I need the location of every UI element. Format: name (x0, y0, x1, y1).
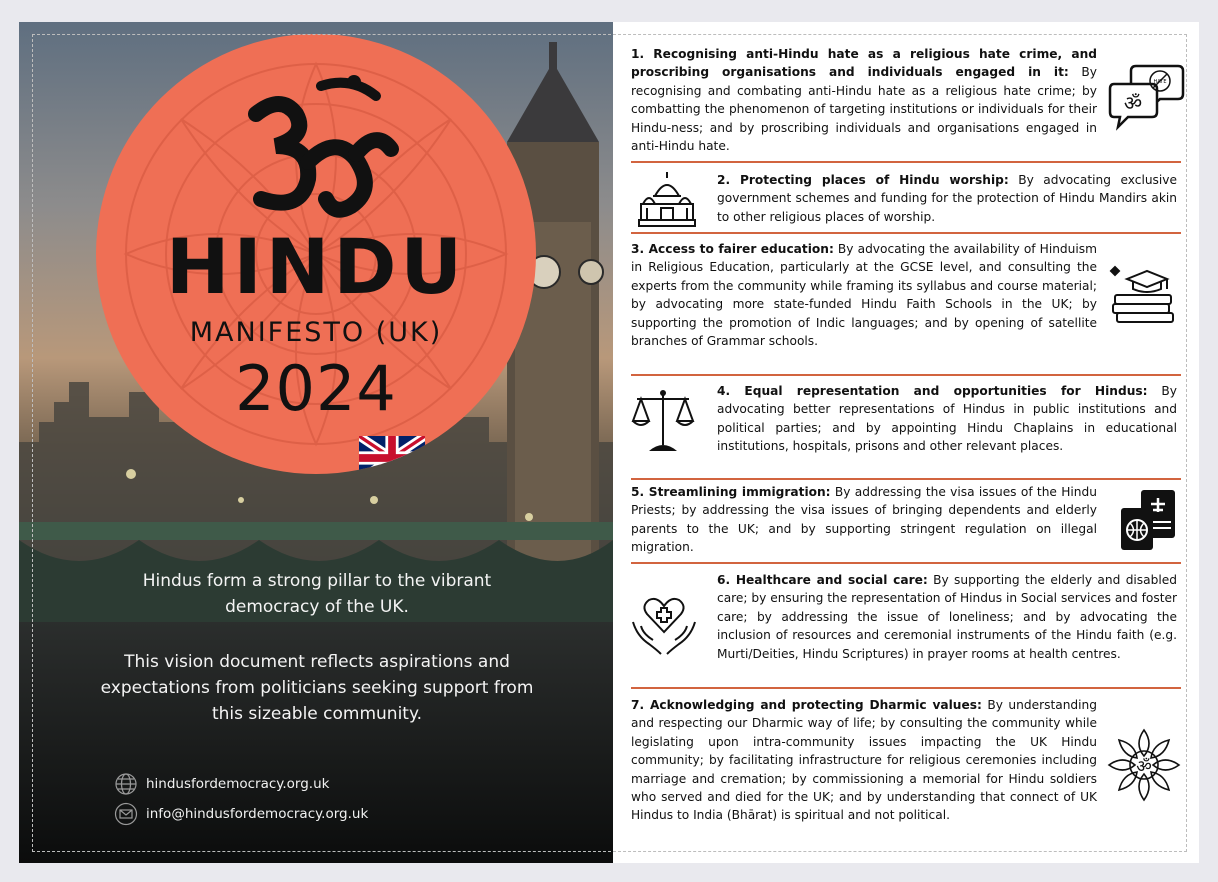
temple-icon (637, 170, 697, 228)
manifesto-points-panel (613, 22, 1199, 863)
point-3-heading: 3. Access to fairer education: (631, 242, 834, 256)
manifesto-point-1 (631, 45, 1097, 155)
point-2-body: By advocating exclusive government schemes and funding for the protection of Hindu Mandirs akin to other religious places of worship. (717, 173, 1177, 224)
manifesto-point-3 (631, 240, 1097, 350)
om-glyph: ॐ (1136, 757, 1152, 777)
lotus-om-icon (1107, 728, 1181, 802)
email-link[interactable] (114, 802, 368, 826)
scales-icon (631, 387, 695, 455)
email-text: info@hindusfordemocracy.org.uk (146, 806, 369, 822)
point-2-heading: 2. Protecting places of Hindu worship: (717, 173, 1009, 187)
cover-tagline: Hindus form a strong pillar to the vibrant democracy of the UK. (142, 571, 492, 617)
section-divider (631, 478, 1181, 480)
om-glyph: ॐ (1123, 91, 1143, 115)
speech-bubble-hate-icon (1108, 60, 1186, 132)
cover-title: HINDU (165, 222, 467, 311)
om-symbol-icon (226, 74, 406, 224)
point-5-body: By addressing the visa issues of the Hindu Priests; by addressing the visa issues of bringing dependents and elderly parents to the UK; and by supporting stringent regulation on illegal migration. (631, 485, 1097, 555)
cover-subtitle: MANIFESTO (UK) (189, 317, 443, 348)
cover-vision: This vision document reflects aspirations and expectations from politicians seeking support from this sizeable community. (100, 652, 534, 724)
section-divider (631, 562, 1181, 564)
globe-icon (114, 772, 138, 796)
website-link[interactable] (114, 772, 329, 796)
section-divider (631, 687, 1181, 689)
point-4-body: By advocating better representations of Hindus in public institutions and political parties; and by appointing Hindu Chaplains in educational institutions, hospitals, prisons and other relevant places. (717, 384, 1178, 454)
graduation-books-icon (1109, 265, 1175, 329)
section-divider (631, 232, 1181, 234)
manifesto-page (19, 22, 1199, 863)
hate-label: HATE (1153, 79, 1167, 85)
point-7-heading: 7. Acknowledging and protecting Dharmic values: (631, 698, 982, 712)
point-5-heading: 5. Streamlining immigration: (631, 485, 831, 499)
point-7-body: By understanding and respecting our Dharmic way of life; by consulting the community while legislating upon intra-community issues impacting the UK Hindu community; by facilitating infrastructure for religious ceremonies including marriage and cremation; by commissioning a memorial for Hindu soldiers who served and died for the UK; and by understanding that connect of UK Hindus to India (Bhārat) is spiritual and not political. (631, 698, 1097, 823)
manifesto-point-6 (717, 571, 1177, 663)
manifesto-point-2 (717, 171, 1177, 226)
manifesto-point-4 (717, 382, 1177, 456)
section-divider (631, 161, 1181, 163)
section-divider (631, 374, 1181, 376)
point-1-heading: 1. Recognising anti-Hindu hate as a religious hate crime, and proscribing organisations and individuals engaged in it: (631, 47, 1097, 80)
title-circle (96, 34, 536, 474)
mail-icon (114, 802, 138, 826)
point-1-body: By recognising and combating anti-Hindu hate as a religious hate crime; by combatting the phenomenon of targeting institutions or individuals for their Hindu-ness; and by proscribing individuals and organisations engaged in anti-Hindu hate. (631, 65, 1097, 154)
heart-hands-icon (631, 592, 697, 656)
manifesto-point-5 (631, 483, 1097, 557)
uk-flag-icon (359, 436, 425, 474)
point-6-heading: 6. Healthcare and social care: (717, 573, 928, 587)
cover-panel (19, 22, 613, 863)
cover-year: 2024 (235, 352, 397, 425)
website-text: hindusfordemocracy.org.uk (146, 776, 330, 792)
point-3-body: By advocating the availability of Hinduism in Religious Education, particularly at the GCSE level, and consulting the experts from the community while framing its syllabus and course material; by advocating more state-funded Hindu Faith Schools in the UK; by supporting the promotion of Indic languages; and by opening of satellite branches of Grammar schools. (631, 242, 1097, 349)
point-4-heading: 4. Equal representation and opportunities for Hindus: (717, 384, 1148, 398)
passport-plane-icon (1119, 488, 1177, 552)
manifesto-point-7 (631, 696, 1097, 825)
point-6-body: By supporting the elderly and disabled care; by ensuring the representation of Hindus in Social services and foster care; by addressing the issue of loneliness; and by advocating the inclusion of resources and ceremonial instruments of the Hindu faith (e.g. Murti/Deities, Hindu Scriptures) in prayer rooms at health centres. (717, 573, 1178, 661)
